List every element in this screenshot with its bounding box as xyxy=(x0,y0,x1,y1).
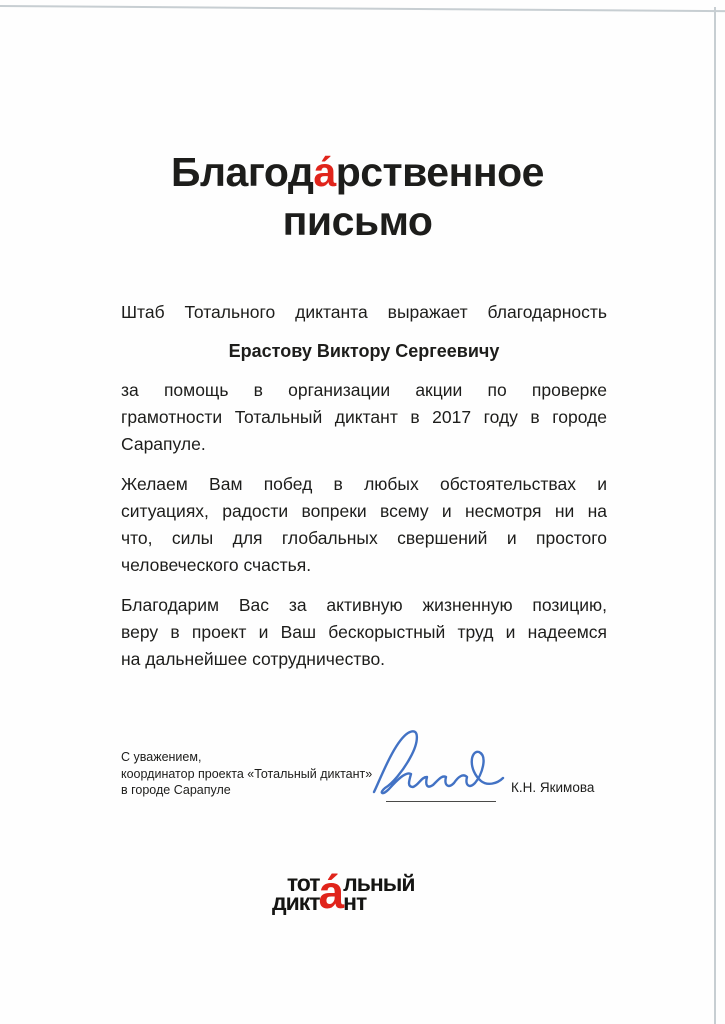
totalny-diktant-logo xyxy=(272,866,415,918)
title-line-2: письмо xyxy=(282,198,433,244)
paragraph-line: веру в проект и Ваш бескорыстный труд и надеемся xyxy=(121,622,607,642)
closing-line: координатор проекта «Тотальный диктант» xyxy=(121,766,373,781)
paragraph-line: Сарапуле. xyxy=(121,434,206,454)
title-accent-letter: а́ xyxy=(313,149,336,195)
paragraph-line: что, силы для глобальных свершений и простого xyxy=(121,528,607,548)
paragraph-line: за помощь в организации акции по проверке xyxy=(121,380,607,400)
title-text-post: рственное xyxy=(335,149,544,195)
paragraph-3 xyxy=(121,592,607,673)
paragraph-line: Желаем Вам побед в любых обстоятельствах и xyxy=(121,474,607,494)
paragraph-line: грамотности Тотальный диктант в 2017 году в городе xyxy=(121,407,607,427)
logo-text-bottom-left: дикт xyxy=(272,889,320,915)
letter-body xyxy=(121,299,607,673)
logo-right-column xyxy=(343,870,415,915)
scan-edge-top xyxy=(0,5,725,12)
letter-title xyxy=(0,148,715,246)
paragraph-line: Благодарим Вас за активную жизненную позицию, xyxy=(121,595,607,615)
logo-text-top-left: тот xyxy=(286,870,320,896)
signature-area xyxy=(370,726,510,808)
signature-line xyxy=(386,801,496,803)
paragraph-1 xyxy=(121,377,607,458)
logo-accent-letter: а́ xyxy=(318,866,345,918)
paragraph-line: ситуациях, радости вопреки всему и несмотря ни на xyxy=(121,501,607,521)
paragraph-line: на дальнейшее сотрудничество. xyxy=(121,649,386,669)
intro-line: Штаб Тотального диктанта выражает благодарность xyxy=(121,302,607,322)
handwritten-signature-icon xyxy=(370,726,510,808)
title-line-1 xyxy=(171,149,544,195)
logo-text-top-right: льный xyxy=(343,870,415,896)
title-text-pre: Благод xyxy=(171,149,314,195)
closing-block xyxy=(121,749,372,799)
paragraph-2 xyxy=(121,471,607,579)
logo-left-column xyxy=(272,870,320,915)
paragraph-line: человеческого счастья. xyxy=(121,555,312,575)
signer-name: К.Н. Якимова xyxy=(511,780,595,795)
logo-text-bottom-right: нт xyxy=(343,889,367,915)
recipient-name: Ерастову Виктору Сергеевичу xyxy=(228,341,500,361)
closing-line: в городе Сарапуле xyxy=(121,783,231,797)
closing-line: С уважением, xyxy=(121,750,202,764)
